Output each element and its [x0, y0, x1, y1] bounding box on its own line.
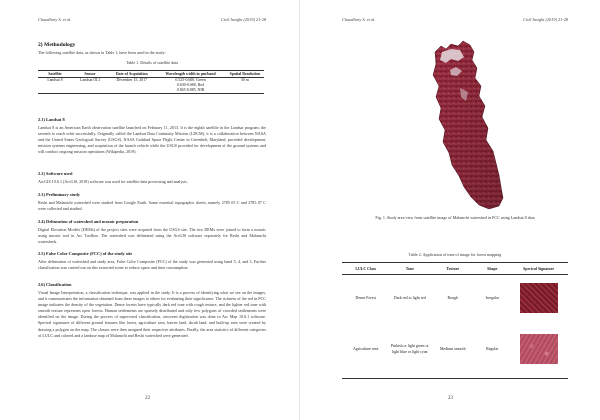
- section-2-3-text: Reshi and Malamchi watershed were studied from Google Earth. Some essential topographic sheets, namely 2785 05 C and 2785 07 C were collected and studied.: [38, 200, 266, 212]
- table1-cell: Landsat 8: [38, 77, 72, 94]
- table1-caption: Table 1. Details of satellite data: [126, 60, 178, 65]
- running-header-author: Chaudhary S. et al.: [38, 17, 72, 22]
- watershed-shape: [433, 41, 503, 209]
- section-2-4-heading: 2.4) Delineation of watershed and mosaic preparation: [38, 219, 139, 224]
- table2-cell: Pinkish or light green or light blue or light cyan: [389, 321, 430, 379]
- table1-cell: Landsat OLI: [72, 77, 108, 94]
- section-2-4-text: Digital Elevation Models (DEMs) of the project sites were acquired from the USGS site. The two DEMs were joined to form a mosaic using mosaic tool in Arc Toolbox. The watershed was delineated using the ArcGIS software separately for Reshi and Malamchi watersheds.: [38, 227, 266, 245]
- table1-cell: 0.525-0.600, Green 0.630-0.680, Red 0.845-0.885, NIR: [156, 77, 226, 94]
- section-2-1-text: Landsat 8 is an American Earth observation satellite launched on February 11, 2013. It is the eighth satellite in the Landsat program; the seventh to reach orbit successfully. Originally called the Landsat Data Continuity Mission (LDCM), it is a collaboration between NASA and the United States Geological Survey (USGS). NASA Goddard Space Flight Center in Greenbelt, Maryland, provided development, mission systems engineering, and acquisition of the launch vehicle while the USGS provided for development of the ground systems and will conduct ongoing mission operations (Wikipedia, 2019).: [38, 125, 266, 155]
- satellite-data-table: [38, 70, 264, 94]
- agriculture-signature: [509, 321, 568, 379]
- agriculture-swatch: [520, 334, 558, 364]
- section-2-5-heading: 2.5) False Color Composite (FCC) of the study site: [38, 251, 133, 256]
- table2-cell: Rough: [447, 295, 458, 300]
- table1-header: Spatial Resolution: [226, 71, 264, 78]
- table1-header: Satellite: [38, 71, 72, 78]
- running-header-journal: Civil Insight (2019) 21-28: [221, 17, 266, 22]
- table1-header: Date of Acquisition: [108, 71, 155, 78]
- figure-caption: Fig. 1. Study area view from satellite image of Malamchi watershed in FCC using Landsat 8 data: [375, 215, 535, 220]
- table2-cell: Regular: [475, 321, 509, 379]
- methodology-heading: 2) Methodology: [38, 42, 76, 48]
- page-number: 22: [145, 396, 150, 401]
- section-2-1-heading: 2.1) Landsat 8: [38, 117, 65, 122]
- table2-cell: Agriculture area: [342, 321, 389, 379]
- table2-header: Spectral Signature: [509, 263, 568, 275]
- table1-cell: December 15, 2017: [108, 77, 155, 94]
- section-2-3-heading: 2.3) Preliminary study: [38, 192, 80, 197]
- page-number: 23: [448, 396, 453, 401]
- table-row: [342, 321, 568, 379]
- section-2-5-text: After delineation of watershed and study area, False Color Composite (FCC) of the study was generated using band 5, 4, and 3. Further classification was carried out on this extracted scene to reduce space and time consumption.: [38, 259, 266, 271]
- dense-forest-signature: [509, 275, 568, 321]
- section-2-6-heading: 2.6) Classification: [38, 282, 72, 287]
- table2-caption: Table 2. Application of tone of image for forest mapping: [408, 252, 502, 257]
- table2-cell: Dense Forest: [355, 295, 376, 300]
- table-row: [342, 275, 568, 321]
- table1-header: Sensor: [72, 71, 108, 78]
- table2-header: Tone: [389, 263, 430, 275]
- methodology-intro: The following satellite data, as shown in Table 1, have been used in the study:: [38, 50, 166, 55]
- section-2-2-text: ArcGIS 10.6.1 (ArcGIS, 2018) software was used for satellite data processing and analysis.: [38, 179, 188, 184]
- dense-forest-swatch: [520, 283, 558, 313]
- table-row: [38, 77, 264, 94]
- table2-cell: Medium smooth: [430, 321, 475, 379]
- section-2-6-text: Visual Image Interpretation, a classification technique, was applied in the study. It is a process of identifying what we see on the images, and it communicates the information obtained from these images to others for evaluating their significance. The richness of the red in FCC image indicates the density of the vegetation. Dense forests have typically dark red tone with rough texture, and the lighter red tone with smooth texture represents open forests. Human settlements are sparsely distributed and only few polygons of crowded settlements were identified on the image. During the process of supervised classification, onscreen digitization was done in Arc Map 10.6.1 software. Spectral signatures of different ground features like forest, agriculture area, barren land, shrub land, and built-up area were created by drawing a polygon on the map. The classes were then assigned their respective attributes. Finally, the area statistics of different categories of LULC and colored and a landuse map of Malamchi and Reshi watershed were generated.: [38, 290, 266, 338]
- table1-cell: 30 m: [226, 77, 264, 94]
- table2-cell: Dark red to light red: [393, 295, 426, 300]
- running-header-journal: Civil Insight (2019) 21-28: [523, 17, 568, 22]
- table2-header: Shape: [475, 263, 509, 275]
- running-header-author: Chaudhary S. et al.: [342, 17, 376, 22]
- table2-header: Texture: [430, 263, 475, 275]
- section-2-2-heading: 2.2) Software used: [38, 171, 73, 176]
- tone-mapping-table: [342, 262, 568, 379]
- malamchi-watershed-fcc-image: [300, 0, 600, 230]
- table1-header: Wavelength width in µm/band: [156, 71, 226, 78]
- table2-cell: Irregular: [485, 295, 500, 300]
- table2-header: LULC Class: [342, 263, 389, 275]
